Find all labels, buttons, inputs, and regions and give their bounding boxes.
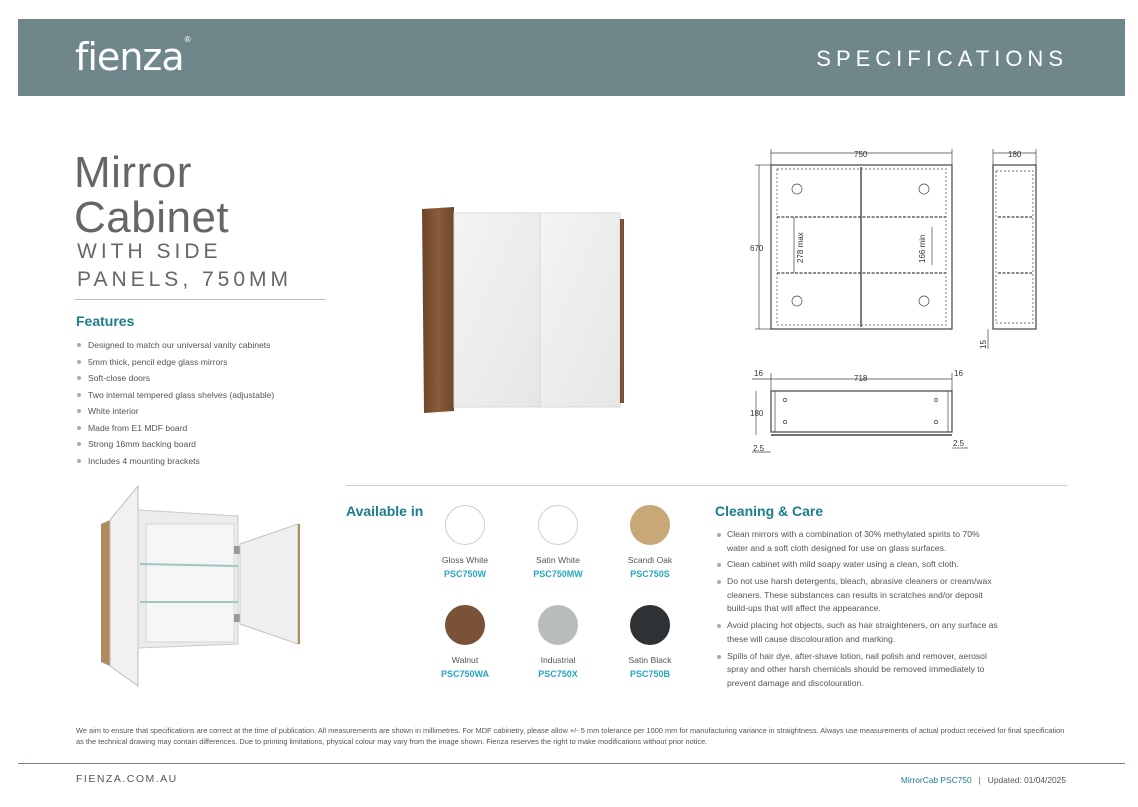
dim-depth: 180 — [1008, 150, 1022, 159]
footer-divider — [18, 763, 1125, 764]
colour-dot — [630, 605, 670, 645]
product-subtitle-line2: PANELS, 750MM — [77, 268, 293, 291]
dim-plan-left: 16 — [754, 369, 763, 378]
swatch-code: PSC750S — [630, 569, 670, 579]
section-title: SPECIFICATIONS — [816, 46, 1068, 71]
dim-width: 750 — [854, 150, 868, 159]
swatch-name: Satin White — [536, 555, 580, 565]
colour-dot — [538, 605, 578, 645]
footer-meta — [901, 775, 1066, 785]
product-code: MirrorCab PSC750 — [900, 775, 972, 785]
features-list — [76, 337, 274, 469]
cabinet-closed-image — [418, 203, 628, 415]
care-heading: Cleaning & Care — [715, 503, 824, 519]
swatch-name: Industrial — [540, 655, 576, 665]
divider — [75, 299, 326, 300]
swatch-scandi-oak — [589, 505, 711, 579]
cabinet-open-image — [98, 484, 304, 688]
footer-separator: | — [978, 775, 981, 785]
swatch-code: PSC750X — [538, 669, 578, 679]
fienza-logo: fienza® — [75, 35, 191, 79]
dim-shelf-max: 278 max — [796, 232, 805, 263]
care-item: Clean mirrors with a combination of 30% methylated spirits to 70% water and a soft cloth designed for use on glass surfaces. — [716, 528, 998, 555]
available-heading: Available in — [346, 503, 424, 519]
disclaimer: We aim to ensure that specifications are correct at the time of publication. All measurements are shown in millimetres. For MDF cabinetry, please allow +/- 5 mm tolerance per 1000 mm for manufacturing variance in straightness. Always use measurements of actual product received for final specification as the technical drawing may contain differences. Due to printing limitations, physical colour may vary from the image shown. Fienza reserves the right to make modifications without prior notice. — [76, 726, 1065, 746]
feature-item: Designed to match our universal vanity cabinets — [76, 337, 274, 354]
care-item: Spills of hair dye, after-shave lotion, nail polish and remover, aerosol spray and other harsh chemicals should be removed immediately to prevent damage and discolouration. — [716, 650, 998, 691]
product-title-line1: Mirror — [74, 148, 192, 197]
colour-dot — [445, 505, 485, 545]
feature-item: Two internal tempered glass shelves (adjustable) — [76, 387, 274, 404]
technical-drawing — [746, 145, 1068, 457]
colour-dot — [630, 505, 670, 545]
product-title-line2: Cabinet — [74, 193, 230, 242]
care-item: Avoid placing hot objects, such as hair straighteners, on any surface as these will cause discolouration and marking. — [716, 619, 998, 646]
feature-item: 5mm thick, pencil edge glass mirrors — [76, 354, 274, 371]
dim-plan-depth: 180 — [750, 409, 764, 418]
swatch-name: Satin Black — [628, 655, 672, 665]
swatch-code: PSC750MW — [533, 569, 583, 579]
feature-item: Strong 16mm backing board — [76, 436, 274, 453]
colour-dot — [445, 605, 485, 645]
feature-item: Made from E1 MDF board — [76, 420, 274, 437]
divider — [346, 485, 1067, 486]
dim-plan-left-inset: 2.5 — [753, 444, 765, 453]
swatch-code: PSC750W — [443, 569, 487, 579]
product-subtitle-line1: WITH SIDE — [77, 240, 222, 263]
dim-plan-inner: 718 — [854, 374, 868, 383]
swatch-code: PSC750WA — [440, 669, 490, 679]
swatch-code: PSC750B — [629, 669, 671, 679]
care-item: Do not use harsh detergents, bleach, abrasive cleaners or cream/wax cleaners. These substances can results in scratches and/or deposit build-ups that will affect the appearance. — [716, 575, 998, 616]
dim-bottom-offset: 15 — [979, 340, 988, 349]
dim-plan-right-inset: 2.5 — [953, 439, 965, 448]
swatch-satin-black — [589, 605, 711, 679]
swatch-name: Gloss White — [441, 555, 489, 565]
features-heading: Features — [76, 313, 135, 329]
dim-height: 670 — [750, 244, 764, 253]
colour-dot — [538, 505, 578, 545]
care-item: Clean cabinet with mild soapy water using a clean, soft cloth. — [716, 558, 998, 572]
feature-item: Includes 4 mounting brackets — [76, 453, 274, 470]
feature-item: Soft-close doors — [76, 370, 274, 387]
swatch-name: Scandi Oak — [627, 555, 673, 565]
swatch-name: Walnut — [451, 655, 479, 665]
dim-shelf-min: 166 min — [918, 234, 927, 263]
feature-item: White interior — [76, 403, 274, 420]
dim-plan-right: 16 — [954, 369, 963, 378]
updated-date: Updated: 01/04/2025 — [987, 775, 1066, 785]
website-link[interactable]: FIENZA.COM.AU — [76, 773, 178, 785]
care-list — [716, 528, 998, 693]
